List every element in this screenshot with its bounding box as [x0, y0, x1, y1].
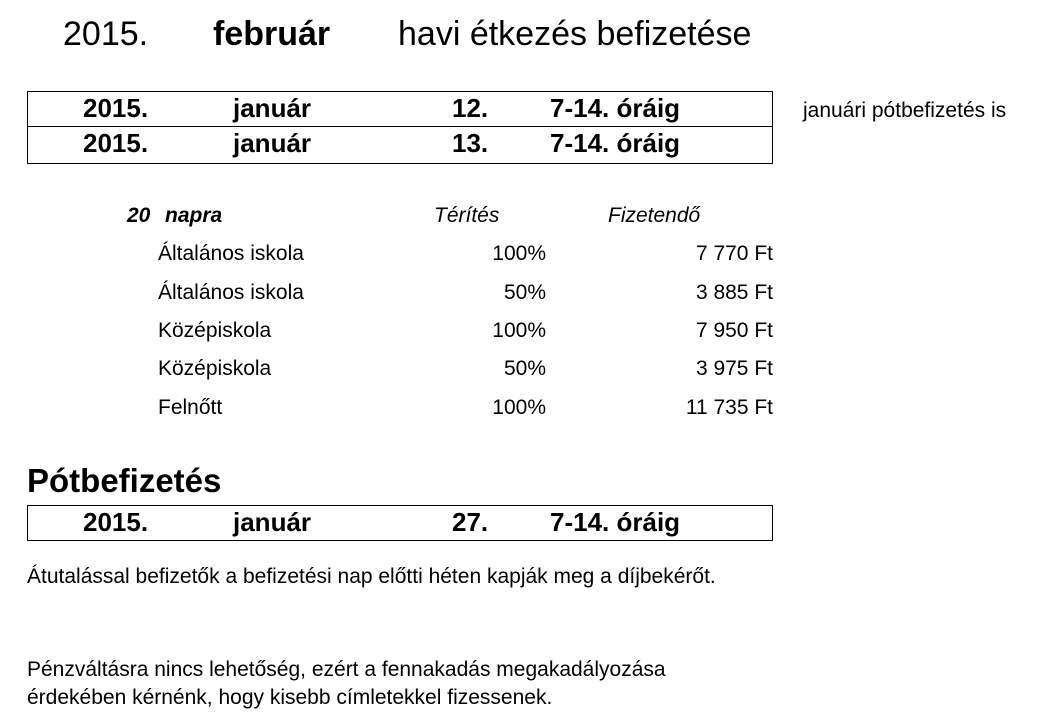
row-refund: 50% [503, 281, 546, 304]
row-refund: 100% [492, 396, 546, 419]
table-header-payable: Fizetendő [608, 204, 701, 227]
note-transfer: Átutalással befizetők a befizetési nap előtti héten kapják meg a díjbekérőt. [27, 565, 716, 588]
title-month: február [213, 15, 331, 53]
table-row [0, 279, 1056, 317]
row-amount: 3 885 Ft [695, 281, 773, 304]
row-refund: 100% [492, 242, 546, 265]
row-refund: 100% [492, 319, 546, 342]
date-time: 7-14. óráig [550, 128, 681, 158]
table-row [0, 317, 1056, 355]
date-month: január [233, 93, 312, 123]
table-header-days [127, 202, 222, 230]
table-row [0, 240, 1056, 278]
row-amount: 7 770 Ft [695, 242, 773, 265]
row-category: Általános iskola [158, 281, 304, 304]
days-count: 20 [127, 204, 151, 227]
date-year: 2015. [83, 128, 149, 158]
date-day: 27. [452, 507, 489, 537]
payment-date-row [27, 91, 773, 127]
note-change: Pénzváltásra nincs lehetőség, ezért a fennakadás megakadályozása érdekében kérnénk, hogy kisebb címletekkel fizessenek. [27, 658, 666, 709]
date-day: 13. [452, 128, 489, 158]
days-label: napra [165, 204, 223, 227]
payment-date-row [27, 127, 773, 164]
date-time: 7-14. óráig [550, 93, 681, 123]
row-amount: 11 735 Ft [685, 396, 773, 419]
supplementary-date-row [27, 505, 773, 541]
table-row [0, 355, 1056, 393]
date-day: 12. [452, 93, 489, 123]
title-text: havi étkezés befizetése [398, 15, 752, 53]
row-category: Általános iskola [158, 242, 304, 265]
title-year: 2015. [63, 15, 149, 53]
supplementary-heading: Pótbefizetés [27, 462, 222, 499]
date-year: 2015. [83, 93, 149, 123]
side-note: januári pótbefizetés is [803, 99, 1007, 122]
row-refund: 50% [503, 357, 546, 380]
row-amount: 3 975 Ft [695, 357, 773, 380]
row-category: Felnőtt [158, 396, 223, 419]
table-header-refund: Térítés [434, 204, 500, 227]
table-row [0, 394, 1056, 432]
date-month: január [233, 507, 312, 537]
date-year: 2015. [83, 507, 149, 537]
row-category: Középiskola [158, 319, 272, 342]
date-month: január [233, 128, 312, 158]
row-amount: 7 950 Ft [695, 319, 773, 342]
row-category: Középiskola [158, 357, 272, 380]
date-time: 7-14. óráig [550, 507, 681, 537]
